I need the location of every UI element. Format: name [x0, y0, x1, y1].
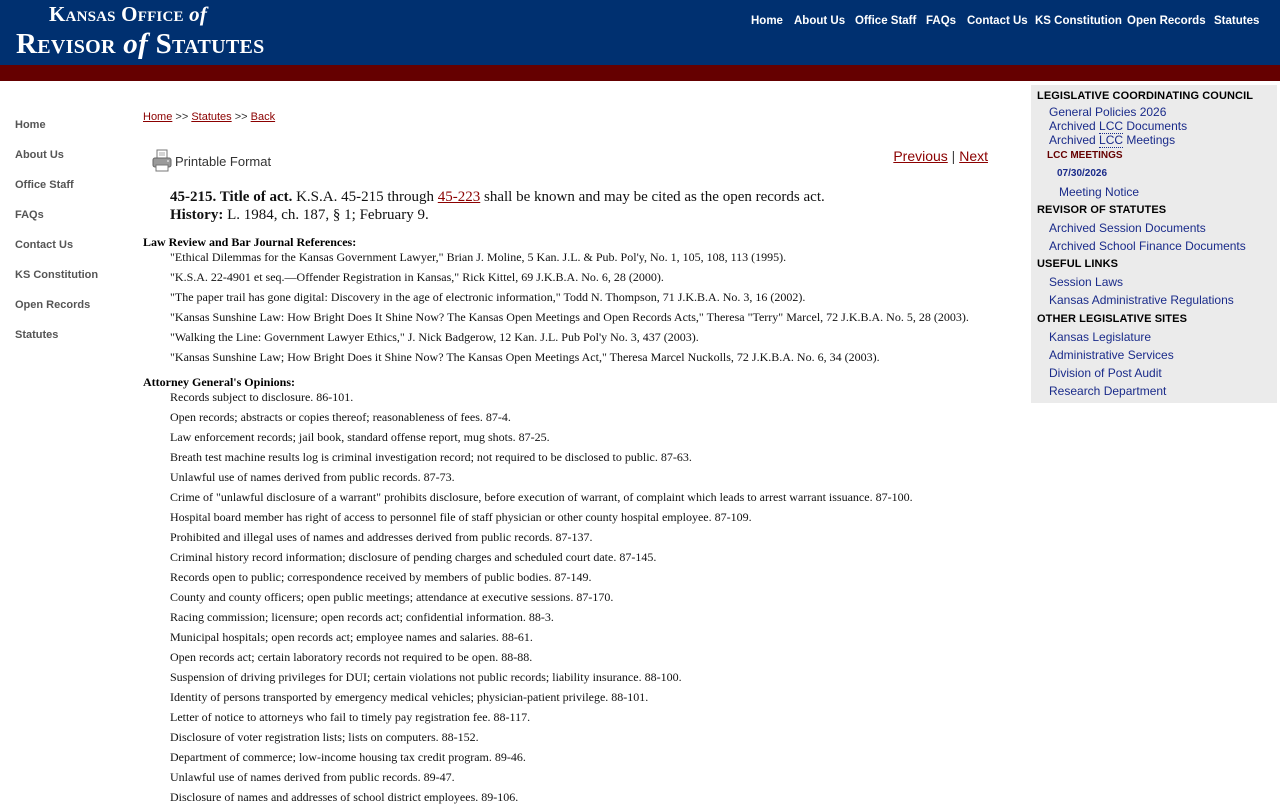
- ag-opinion-item: Breath test machine results log is criminal investigation record; not required to be disclosed to public. 87-63.: [170, 450, 692, 464]
- printer-icon: [152, 149, 172, 173]
- topnav-office-staff[interactable]: Office Staff: [855, 15, 917, 27]
- leftnav-faqs[interactable]: FAQs: [15, 209, 44, 221]
- breadcrumb-separator: >>: [172, 111, 192, 123]
- law-review-item: "K.S.A. 22-4901 et seq.—Offender Registration in Kansas," Rick Kittel, 69 J.K.B.A. No. 6, 28 (2000).: [170, 270, 664, 284]
- archived-lcc-documents-link[interactable]: [1049, 119, 1187, 133]
- law-review-item: "Kansas Sunshine Law; How Bright Does it Shine Now? The Kansas Open Meetings Act," Theresa Marcel Nuckolls, 72 J.K.B.A. No. 6, 34 (2003).: [170, 350, 880, 364]
- statute-body: K.S.A. 45-215 through: [292, 189, 438, 205]
- law-review-item: "Ethical Dilemmas for the Kansas Government Lawyer," Brian J. Moline, 5 Kan. J.L. & Pub. Pol'y, No. 1, 105, 108, 113 (1995).: [170, 250, 787, 264]
- site-header: [0, 0, 1280, 65]
- prev-next-nav: [893, 148, 988, 164]
- printable-format-label: Printable Format: [175, 153, 272, 169]
- statute-link-45-223[interactable]: 45-223: [437, 189, 481, 205]
- ag-opinion-item: County and county officers; open public meetings; attendance at executive sessions. 87-170.: [170, 590, 614, 604]
- meeting-notice-link[interactable]: Meeting Notice: [1059, 185, 1140, 199]
- link-text: Archived: [1049, 133, 1100, 147]
- lcc-abbr: LCC: [1099, 133, 1124, 147]
- law-review-heading: Law Review and Bar Journal References:: [143, 235, 357, 249]
- ag-opinion-item: Records open to public; correspondence received by members of public bodies. 87-149.: [170, 570, 592, 584]
- link-text: Archived: [1049, 119, 1100, 133]
- logo-text: Kansas Office: [49, 2, 190, 26]
- lcc-heading: LEGISLATIVE COORDINATING COUNCIL: [1037, 90, 1254, 102]
- ag-opinion-item: Unlawful use of names derived from public records. 87-73.: [170, 470, 455, 484]
- session-laws-link[interactable]: Session Laws: [1049, 275, 1124, 289]
- header-accent-band: [0, 65, 1280, 81]
- general-policies-link[interactable]: General Policies 2026: [1049, 105, 1167, 119]
- ag-opinion-item: Prohibited and illegal uses of names and addresses derived from public records. 87-137.: [170, 530, 593, 544]
- archived-lcc-meetings-link[interactable]: [1049, 133, 1175, 147]
- logo-text-italic: of: [189, 2, 208, 26]
- ag-opinion-item: Crime of "unlawful disclosure of a warrant" prohibits disclosure, before execution of warrant, of complaint which leads to arrest warrant issuance. 87-100.: [170, 490, 913, 504]
- other-sites-heading: OTHER LEGISLATIVE SITES: [1037, 313, 1187, 325]
- history-label: History:: [170, 207, 224, 223]
- leftnav-ks-constitution[interactable]: KS Constitution: [15, 269, 99, 281]
- statute-body: shall be known and may be cited as the open records act.: [480, 189, 825, 205]
- ag-opinions-heading: Attorney General's Opinions:: [143, 375, 295, 389]
- leftnav-home[interactable]: Home: [15, 119, 46, 131]
- previous-link[interactable]: Previous: [893, 148, 948, 164]
- revisor-heading: REVISOR OF STATUTES: [1037, 204, 1167, 216]
- breadcrumb: [143, 111, 275, 123]
- topnav-statutes[interactable]: Statutes: [1214, 15, 1260, 27]
- prev-next-divider: |: [947, 148, 960, 164]
- statute-number-title: 45-215. Title of act.: [170, 189, 293, 205]
- ag-opinion-item: Department of commerce; low-income housing tax credit program. 89-46.: [170, 750, 526, 764]
- ag-opinion-item: Letter of notice to attorneys who fail to timely pay registration fee. 88-117.: [170, 710, 531, 724]
- history-text: L. 1984, ch. 187, § 1; February 9.: [223, 207, 429, 223]
- right-sidebar: [1031, 85, 1277, 403]
- ag-opinion-item: Disclosure of voter registration lists; lists on computers. 88-152.: [170, 730, 479, 744]
- breadcrumb-separator: >>: [231, 111, 251, 123]
- logo-text: Statutes: [148, 28, 265, 60]
- ag-opinion-item: Disclosure of names and addresses of school district employees. 89-106.: [170, 790, 519, 804]
- ag-opinion-item: Racing commission; licensure; open records act; confidential information. 88-3.: [170, 610, 554, 624]
- leftnav-open-records[interactable]: Open Records: [15, 299, 91, 311]
- topnav-contact-us[interactable]: Contact Us: [967, 15, 1028, 27]
- ag-opinion-item: Open records act; certain laboratory records not required to be open. 88-88.: [170, 650, 533, 664]
- lcc-abbr: LCC: [1099, 119, 1124, 133]
- ag-opinion-item: Unlawful use of names derived from public records. 89-47.: [170, 770, 455, 784]
- topnav-home[interactable]: Home: [751, 15, 783, 27]
- site-logo-line2[interactable]: [16, 28, 265, 61]
- law-review-item: "Kansas Sunshine Law: How Bright Does It Shine Now? The Kansas Open Meetings and Open Records Acts," Theresa "Terry" Marcel, 72 J.K.B.A. No. 5, 28 (2003).: [170, 310, 969, 324]
- ag-opinion-item: Open records; abstracts or copies thereof; reasonableness of fees. 87-4.: [170, 410, 511, 424]
- ag-opinion-item: Criminal history record information; disclosure of pending charges and scheduled court date. 87-145.: [170, 550, 657, 564]
- link-text: Documents: [1123, 119, 1188, 133]
- ag-opinion-item: Municipal hospitals; open records act; employee names and salaries. 88-61.: [170, 630, 533, 644]
- kansas-legislature-link[interactable]: Kansas Legislature: [1049, 330, 1152, 344]
- topnav-about-us[interactable]: About Us: [794, 15, 846, 27]
- statute-history: [170, 207, 429, 224]
- leftnav-about-us[interactable]: About Us: [15, 149, 64, 161]
- leftnav-statutes[interactable]: Statutes: [15, 329, 59, 341]
- useful-links-heading: USEFUL LINKS: [1037, 258, 1119, 270]
- link-text: Meetings: [1123, 133, 1176, 147]
- meeting-date: 07/30/2026: [1057, 168, 1108, 179]
- ag-opinion-item: Suspension of driving privileges for DUI; certain violations not public records; liability insurance. 88-100.: [170, 670, 682, 684]
- topnav-open-records[interactable]: Open Records: [1127, 15, 1206, 27]
- archived-school-finance-link[interactable]: Archived School Finance Documents: [1049, 239, 1246, 253]
- next-link[interactable]: Next: [959, 148, 988, 164]
- kansas-admin-regulations-link[interactable]: Kansas Administrative Regulations: [1049, 293, 1234, 307]
- statute-text: [170, 189, 825, 206]
- ag-opinion-item: Records subject to disclosure. 86-101.: [170, 390, 354, 404]
- research-department-link[interactable]: Research Department: [1049, 384, 1167, 398]
- leftnav-contact-us[interactable]: Contact Us: [15, 239, 74, 251]
- ag-opinion-item: Identity of persons transported by emergency medical vehicles; physician-patient privilege. 88-101.: [170, 690, 649, 704]
- site-logo-line1[interactable]: [49, 2, 207, 27]
- breadcrumb-back[interactable]: Back: [250, 111, 276, 123]
- ag-opinion-item: Hospital board member has right of access to personnel file of staff physician or other county hospital employee. 87-109.: [170, 510, 752, 524]
- logo-text-italic: of: [123, 28, 149, 60]
- lcc-meetings-subheading: LCC MEETINGS: [1047, 150, 1123, 161]
- breadcrumb-statutes[interactable]: Statutes: [191, 111, 232, 123]
- ag-opinion-item: Law enforcement records; jail book, standard offense report, mug shots. 87-25.: [170, 430, 550, 444]
- division-post-audit-link[interactable]: Division of Post Audit: [1049, 366, 1162, 380]
- printable-format-link[interactable]: [152, 149, 271, 173]
- archived-session-documents-link[interactable]: Archived Session Documents: [1049, 221, 1206, 235]
- administrative-services-link[interactable]: Administrative Services: [1049, 348, 1174, 362]
- topnav-ks-constitution[interactable]: KS Constitution: [1035, 15, 1122, 27]
- logo-text: Revisor: [16, 28, 124, 60]
- law-review-item: "Walking the Line: Government Lawyer Ethics," J. Nick Badgerow, 12 Kan. J.L. Pub Pol'y No. 3, 437 (2003).: [170, 330, 699, 344]
- topnav-faqs[interactable]: FAQs: [926, 15, 957, 27]
- breadcrumb-home[interactable]: Home: [143, 111, 173, 123]
- law-review-item: "The paper trail has gone digital: Discovery in the age of electronic information," Todd N. Thompson, 71 J.K.B.A. No. 3, 16 (2002).: [170, 290, 806, 304]
- leftnav-office-staff[interactable]: Office Staff: [15, 179, 74, 191]
